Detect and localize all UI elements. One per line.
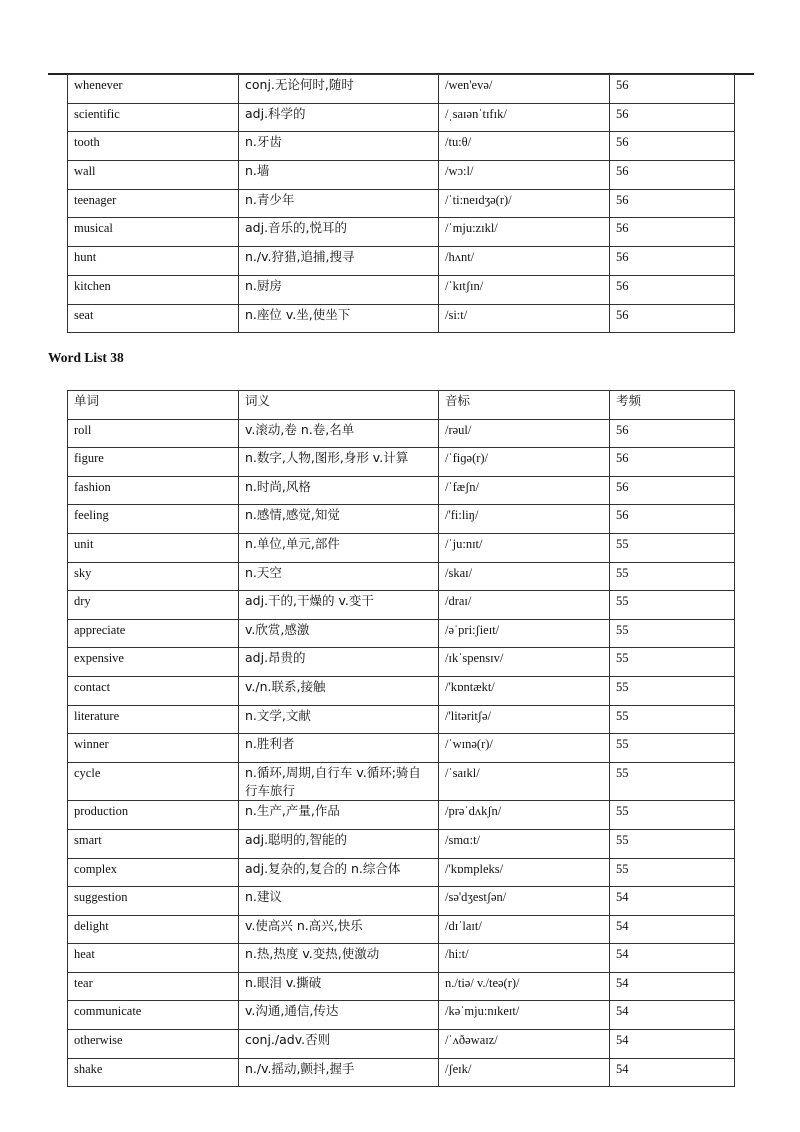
meaning-cell: n.眼泪 v.撕破 — [239, 972, 439, 1001]
table-row — [68, 734, 735, 763]
meaning-cell: n.数字,人物,图形,身形 v.计算 — [239, 448, 439, 477]
phonetic-cell: /ˈkɪtʃɪn/ — [439, 275, 610, 304]
frequency-cell: 56 — [610, 103, 735, 132]
phonetic-cell: /hʌnt/ — [439, 247, 610, 276]
table-row — [68, 275, 735, 304]
phonetic-cell: /ˌsaɪənˈtɪfɪk/ — [439, 103, 610, 132]
table-row — [68, 533, 735, 562]
phonetic-cell: /ˈti:neɪdʒə(r)/ — [439, 189, 610, 218]
header-phonetic: 音标 — [439, 391, 610, 420]
table-row — [68, 419, 735, 448]
frequency-cell: 56 — [610, 132, 735, 161]
meaning-cell: n.时尚,风格 — [239, 476, 439, 505]
table-header-row — [68, 391, 735, 420]
meaning-cell: conj.无论何时,随时 — [239, 75, 439, 104]
word-cell: seat — [68, 304, 239, 333]
table-row — [68, 648, 735, 677]
meaning-cell: adj.复杂的,复合的 n.综合体 — [239, 858, 439, 887]
frequency-cell: 56 — [610, 247, 735, 276]
table-row — [68, 591, 735, 620]
frequency-cell: 55 — [610, 705, 735, 734]
word-cell: suggestion — [68, 887, 239, 916]
frequency-cell: 55 — [610, 858, 735, 887]
table-row — [68, 247, 735, 276]
word-cell: musical — [68, 218, 239, 247]
frequency-cell: 54 — [610, 915, 735, 944]
word-cell: otherwise — [68, 1030, 239, 1059]
phonetic-cell: /ˈʌðəwaɪz/ — [439, 1030, 610, 1059]
phonetic-cell: /əˈpri:ʃieɪt/ — [439, 619, 610, 648]
phonetic-cell: /ʃeɪk/ — [439, 1058, 610, 1087]
table-row — [68, 762, 735, 801]
word-table-37 — [67, 74, 735, 333]
word-cell: tooth — [68, 132, 239, 161]
table-row — [68, 562, 735, 591]
word-cell: fashion — [68, 476, 239, 505]
table-row — [68, 132, 735, 161]
word-cell: winner — [68, 734, 239, 763]
frequency-cell: 56 — [610, 304, 735, 333]
phonetic-cell: /ɪkˈspensɪv/ — [439, 648, 610, 677]
table-row — [68, 972, 735, 1001]
table-row — [68, 619, 735, 648]
phonetic-cell: /ˈsaɪkl/ — [439, 762, 610, 801]
word-cell: wall — [68, 161, 239, 190]
frequency-cell: 55 — [610, 829, 735, 858]
table-row — [68, 705, 735, 734]
frequency-cell: 56 — [610, 419, 735, 448]
word-cell: sky — [68, 562, 239, 591]
header-word: 单词 — [68, 391, 239, 420]
word-cell: feeling — [68, 505, 239, 534]
frequency-cell: 55 — [610, 562, 735, 591]
meaning-cell: v.使高兴 n.高兴,快乐 — [239, 915, 439, 944]
word-cell: teenager — [68, 189, 239, 218]
table-row — [68, 858, 735, 887]
meaning-cell: conj./adv.否则 — [239, 1030, 439, 1059]
frequency-cell: 54 — [610, 887, 735, 916]
meaning-cell: n.厨房 — [239, 275, 439, 304]
phonetic-cell: /'kɒntækt/ — [439, 676, 610, 705]
meaning-cell: n.生产,产量,作品 — [239, 801, 439, 830]
word-cell: shake — [68, 1058, 239, 1087]
table-row — [68, 304, 735, 333]
frequency-cell: 56 — [610, 161, 735, 190]
word-cell: appreciate — [68, 619, 239, 648]
phonetic-cell: /smɑ:t/ — [439, 829, 610, 858]
phonetic-cell: /ˈmju:zɪkl/ — [439, 218, 610, 247]
table-row — [68, 801, 735, 830]
word-cell: figure — [68, 448, 239, 477]
word-cell: tear — [68, 972, 239, 1001]
table-row — [68, 189, 735, 218]
phonetic-cell: /'kɒmpleks/ — [439, 858, 610, 887]
meaning-cell: n.天空 — [239, 562, 439, 591]
table-row — [68, 75, 735, 104]
meaning-cell: n./v.狩猎,追捕,搜寻 — [239, 247, 439, 276]
meaning-cell: adj.科学的 — [239, 103, 439, 132]
frequency-cell: 54 — [610, 944, 735, 973]
table-row — [68, 887, 735, 916]
table-row — [68, 103, 735, 132]
phonetic-cell: /ˈfiɡə(r)/ — [439, 448, 610, 477]
word-cell: kitchen — [68, 275, 239, 304]
word-cell: expensive — [68, 648, 239, 677]
meaning-cell: n.建议 — [239, 887, 439, 916]
frequency-cell: 56 — [610, 275, 735, 304]
word-table-38 — [67, 390, 735, 1087]
word-cell: heat — [68, 944, 239, 973]
table-row — [68, 476, 735, 505]
phonetic-cell: /rəul/ — [439, 419, 610, 448]
meaning-cell: v.滚动,卷 n.卷,名单 — [239, 419, 439, 448]
table-row — [68, 505, 735, 534]
header-meaning: 词义 — [239, 391, 439, 420]
meaning-cell: adj.聪明的,智能的 — [239, 829, 439, 858]
word-cell: dry — [68, 591, 239, 620]
frequency-cell: 56 — [610, 218, 735, 247]
word-cell: roll — [68, 419, 239, 448]
phonetic-cell: n./tiə/ v./teə(r)/ — [439, 972, 610, 1001]
frequency-cell: 56 — [610, 476, 735, 505]
table-row — [68, 161, 735, 190]
meaning-cell: n.单位,单元,部件 — [239, 533, 439, 562]
phonetic-cell: /sə'dʒestʃən/ — [439, 887, 610, 916]
table-row — [68, 448, 735, 477]
frequency-cell: 56 — [610, 189, 735, 218]
frequency-cell: 55 — [610, 619, 735, 648]
meaning-cell: n.胜利者 — [239, 734, 439, 763]
meaning-cell: n./v.摇动,颤抖,握手 — [239, 1058, 439, 1087]
phonetic-cell: /tu:θ/ — [439, 132, 610, 161]
word-cell: communicate — [68, 1001, 239, 1030]
frequency-cell: 55 — [610, 801, 735, 830]
phonetic-cell: /ˈju:nɪt/ — [439, 533, 610, 562]
frequency-cell: 55 — [610, 533, 735, 562]
phonetic-cell: /kəˈmju:nɪkeɪt/ — [439, 1001, 610, 1030]
word-cell: literature — [68, 705, 239, 734]
phonetic-cell: /skaɪ/ — [439, 562, 610, 591]
table-row — [68, 218, 735, 247]
frequency-cell: 54 — [610, 1058, 735, 1087]
table-row — [68, 1001, 735, 1030]
frequency-cell: 56 — [610, 448, 735, 477]
header-frequency: 考频 — [610, 391, 735, 420]
frequency-cell: 54 — [610, 972, 735, 1001]
word-cell: cycle — [68, 762, 239, 801]
meaning-cell: v.沟通,通信,传达 — [239, 1001, 439, 1030]
frequency-cell: 55 — [610, 648, 735, 677]
phonetic-cell: /prəˈdʌkʃn/ — [439, 801, 610, 830]
meaning-cell: v.欣赏,感激 — [239, 619, 439, 648]
word-cell: hunt — [68, 247, 239, 276]
table-row — [68, 829, 735, 858]
frequency-cell: 55 — [610, 676, 735, 705]
meaning-cell: v./n.联系,接触 — [239, 676, 439, 705]
meaning-cell: adj.干的,干燥的 v.变干 — [239, 591, 439, 620]
meaning-cell: n.青少年 — [239, 189, 439, 218]
phonetic-cell: /'fi:liŋ/ — [439, 505, 610, 534]
word-cell: unit — [68, 533, 239, 562]
meaning-cell: adj.音乐的,悦耳的 — [239, 218, 439, 247]
frequency-cell: 54 — [610, 1030, 735, 1059]
word-cell: whenever — [68, 75, 239, 104]
phonetic-cell: /ˈfæʃn/ — [439, 476, 610, 505]
section-title: Word List 38 — [48, 350, 124, 365]
meaning-cell: n.循环,周期,自行车 v.循环;骑自行车旅行 — [239, 762, 439, 801]
meaning-cell: adj.昂贵的 — [239, 648, 439, 677]
frequency-cell: 55 — [610, 762, 735, 801]
frequency-cell: 55 — [610, 734, 735, 763]
phonetic-cell: /si:t/ — [439, 304, 610, 333]
frequency-cell: 54 — [610, 1001, 735, 1030]
word-cell: complex — [68, 858, 239, 887]
table-row — [68, 944, 735, 973]
frequency-cell: 56 — [610, 505, 735, 534]
table-row — [68, 1058, 735, 1087]
phonetic-cell: /hi:t/ — [439, 944, 610, 973]
word-cell: delight — [68, 915, 239, 944]
meaning-cell: n.感情,感觉,知觉 — [239, 505, 439, 534]
meaning-cell: n.文学,文献 — [239, 705, 439, 734]
table-row — [68, 676, 735, 705]
meaning-cell: n.热,热度 v.变热,使激动 — [239, 944, 439, 973]
phonetic-cell: /ˈwɪnə(r)/ — [439, 734, 610, 763]
frequency-cell: 56 — [610, 75, 735, 104]
phonetic-cell: /wen'evə/ — [439, 75, 610, 104]
phonetic-cell: /dɪˈlaɪt/ — [439, 915, 610, 944]
meaning-cell: n.座位 v.坐,使坐下 — [239, 304, 439, 333]
frequency-cell: 55 — [610, 591, 735, 620]
word-cell: scientific — [68, 103, 239, 132]
meaning-cell: n.墙 — [239, 161, 439, 190]
word-cell: smart — [68, 829, 239, 858]
table-row — [68, 915, 735, 944]
phonetic-cell: /'litəritʃə/ — [439, 705, 610, 734]
word-cell: contact — [68, 676, 239, 705]
table-row — [68, 1030, 735, 1059]
meaning-cell: n.牙齿 — [239, 132, 439, 161]
word-cell: production — [68, 801, 239, 830]
phonetic-cell: /wɔ:l/ — [439, 161, 610, 190]
phonetic-cell: /draɪ/ — [439, 591, 610, 620]
